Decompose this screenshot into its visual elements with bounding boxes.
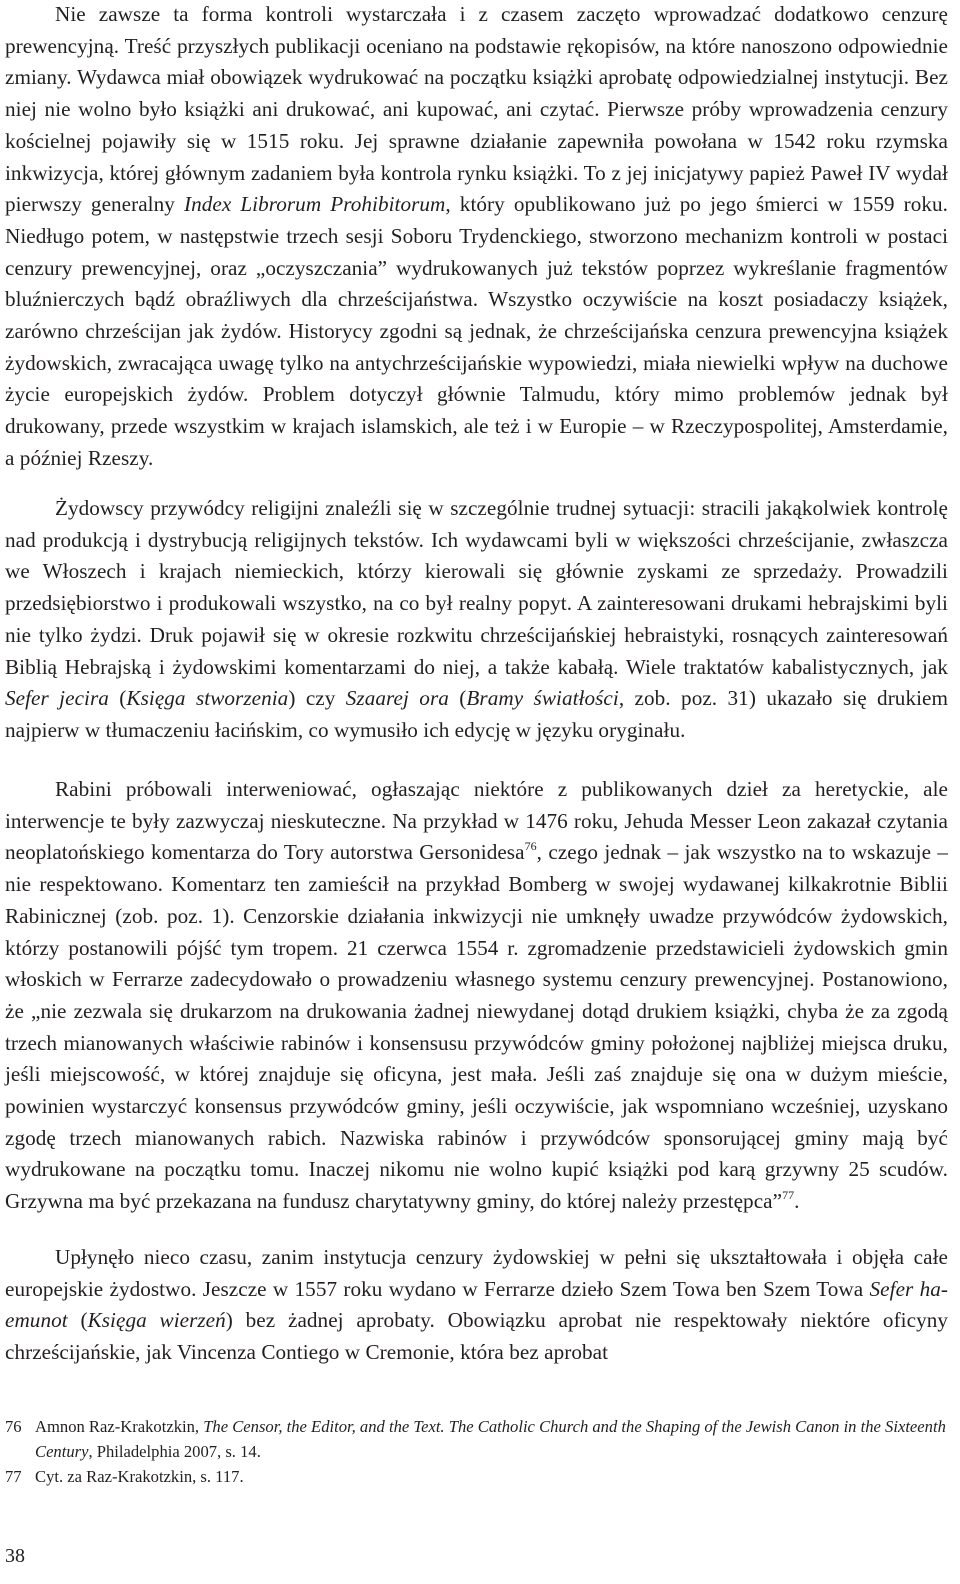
page-number: 38 [5,1545,25,1567]
text-run: ( [67,1308,88,1333]
text-run: Upłynęło nieco czasu, zanim instytucja cenzury żydowskiej w pełni się ukształtowała i objęła całe europejskie żydostwo. Jeszcze w 1557 roku wydano w Ferrarze dzieło Szem Towa ben Szem Towa [5,1245,948,1301]
text-run: ( [108,686,127,711]
paragraph-4 [5,1242,948,1369]
paragraph-2 [5,493,948,747]
text-run: , czego jednak – jak wszystko na to wskazuje – nie respektowano. Komentarz ten zamieścił na przykład Bomberg w swojej wydawanej kilkakrotnie Biblii Rabinicznej (zob. poz. 1). Cenzorskie działania inkwizycji nie umknęły uwadze przywódców żydowskich, którzy postanowili pójść tym tropem. 21 czerwca 1554 r. zgromadzenie przedstawicieli żydowskich gmin włoskich w Ferrarze zadecydowało o prowadzeniu własnego systemu cenzury prewencyjnej. Postanowiono, że „nie zezwala się drukarzom na drukowania żadnej niewydanej dotąd drukiem książki, chyba że za zgodą trzech mianowanych właściwie rabinów i konsensusu przywódców gminy położonej najbliżej miejsca druku, jeśli miejscowość, w której znajduje się oficyna, jest mała. Jeśli zaś znajduje się ona w dużym mieście, powinien wystarczyć konsensus przywódców gminy, jeśli oczywiście, jak wspomniano wcześniej, uzyskano zgodę trzech mianowanych rabich. Nazwiska rabinów i przywódców sponsorującej gminy mają być wydrukowane na początku tomu. Inaczej nikomu nie wolno kupić książki pod karą grzywny 25 scudów. Grzywna ma być przekazana na fundusz charytatywny gminy, do której należy przestępca” [5,840,949,1214]
footnote-reference: 76 [524,839,537,854]
footnote-76 [5,1414,948,1464]
text-run: Cyt. za Raz-Krakotzkin, s. 117. [35,1467,244,1486]
footnote-number: 76 [5,1417,22,1436]
footnotes [5,1414,948,1489]
italic-title: Index Librorum Prohibitorum [183,192,446,217]
footnote-text [35,1464,948,1489]
italic-title: Szaarej ora [345,686,449,711]
footnote-number: 77 [5,1467,22,1486]
text-run: , który opublikowano już po jego śmierci w 1559 roku. Niedługo potem, w następstwie trzech sesji Soboru Trydenckiego, stworzono mechanizm kontroli w postaci cenzury prewencyjnej, oraz „oczyszczania” wydrukowanych już tekstów poprzez wykreślanie fragmentów bluźnierczych bądź obraźliwych dla chrześcijaństwa. Wszystko oczywiście na koszt posiadaczy książek, zarówno chrześcijan jak żydów. Historycy zgodni są jednak, że chrześcijańska cenzura prewencyjna książek żydowskich, zwracająca uwagę tylko na antychrześcijańskie wypowiedzi, miała niewielki wpływ na duchowe życie europejskich żydów. Problem dotyczył głównie Talmudu, który mimo problemów jednak był drukowany, przede wszystkim w krajach islamskich, ale też i w Europie – w Rzeczypospolitej, Amsterdamie, a później Rzeszy. [5,192,949,470]
text-run: ) bez żadnej aprobaty. Obowiązku aprobat nie respektowały niektóre oficyny chrześcijańskie, jak Vincenza Contiego w Cremonie, która bez aprobat [5,1308,949,1365]
text-run: Nie zawsze ta forma kontroli wystarczała i z czasem zaczęto wprowadzać dodatkowo cenzurę prewencyjną. Treść przyszłych publikacji oceniano na podstawie rękopisów, na które nanoszono odpowiednie zmiany. Wydawca miał obowiązek wydrukować na początku książki aprobatę odpowiedzialnej instytucji. Bez niej nie wolno było książki ani drukować, ani kupować, ani czytać. Pierwsze próby wprowadzenia cenzury kościelnej pojawiły się w 1515 roku. Jej sprawne działanie zapewniła powołana w 1542 roku rzymska inkwizycja, której głównym zadaniem była kontrola rynku książki. To z jej inicjatywy papież Paweł IV wydał pierwszy generalny [5,2,948,217]
text-run: ( [448,686,467,711]
footnote-text [35,1414,948,1464]
footnote-77 [5,1464,948,1489]
italic-title: Bramy światłości [466,686,619,711]
italic-title: Księga stworzenia [126,686,289,711]
italic-title: Księga wierzeń [87,1308,226,1333]
text-run: , Philadelphia 2007, s. 14. [88,1442,261,1461]
text-run: Żydowscy przywódcy religijni znaleźli się w szczególnie trudnej sytuacji: stracili jakąkolwiek kontrolę nad produkcją i dystrybucją religijnych tekstów. Ich wydawcami byli w większości chrześcijanie, zwłaszcza we Włoszech i krajach niemieckich, którzy kierowali się głównie zyskami ze sprzedaży. Prowadzili przedsiębiorstwo i produkowali wszystko, na co był realny popyt. A zainteresowani drukami hebrajskimi byli nie tylko żydzi. Druk pojawił się w okresie rozkwitu chrześcijańskiej hebraistyki, rosnących zainteresowań Biblią Hebrajską i żydowskimi komentarzami do niej, a także kabałą. Wiele traktatów kabalistycznych, jak [5,496,948,679]
footnote-reference: 77 [782,1188,795,1203]
text-run: , zob. poz. 31) ukazało się drukiem najpierw w tłumaczeniu łacińskim, co wymusiło ich edycję w języku oryginału. [5,686,949,742]
paragraph-1 [5,0,948,475]
italic-title: Sefer ha-emunot [5,1276,948,1333]
text-run: ) czy [288,686,346,711]
text-run: Rabini próbowali interweniować, ogłaszając niektóre z publikowanych dzieł za heretyckie, ale interwencje te były zazwyczaj nieskuteczne. Na przykład w 1476 roku, Jehuda Messer Leon zakazał czytania neoplatońskiego komentarza do Tory autorstwa Gersonidesa [5,777,948,865]
text-run: . [794,1189,800,1214]
paragraph-3 [5,774,948,1218]
text-run: Amnon Raz-Krakotzkin, [35,1417,204,1436]
italic-title: The Censor, the Editor, and the Text. The Catholic Church and the Shaping of the Jewish Canon in the Sixteenth Century [35,1417,946,1461]
italic-title: Sefer jecira [5,686,109,711]
